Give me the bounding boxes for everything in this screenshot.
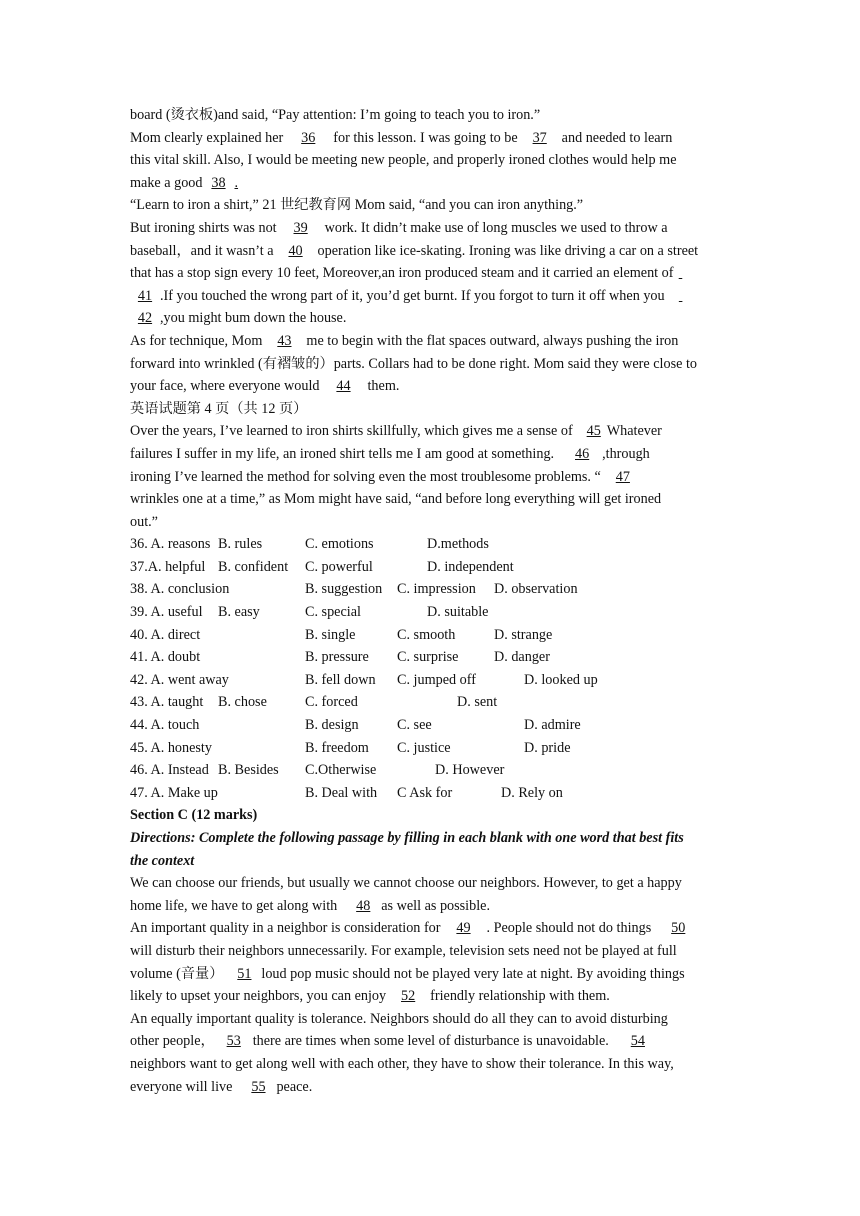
passage-line: forward into wrinkled (有褶皱的）parts. Collars had to be done right. Mom said they were close to	[130, 355, 697, 372]
blank-40: 40	[288, 242, 303, 259]
option-row-39	[130, 601, 740, 624]
option-row-42	[130, 669, 740, 692]
blank-49: 49	[456, 920, 471, 937]
passage-line: your face, where everyone would 44 them.	[130, 375, 740, 398]
option-d: D.methods	[427, 536, 489, 553]
option-d: D. sent	[457, 694, 498, 711]
blank-42: 42	[137, 310, 153, 327]
option-c: C. jumped off	[397, 671, 476, 688]
option-row-46	[130, 759, 740, 782]
option-b: B. easy	[218, 604, 260, 621]
option-c: C. emotions	[305, 536, 374, 553]
directions-text: the context	[130, 852, 195, 869]
passage-line: 42 ,you might bum down the house.	[130, 307, 740, 330]
blank-45: 45	[586, 423, 601, 440]
option-a: 45. A. honesty	[130, 739, 212, 756]
blank-55: 55	[251, 1078, 266, 1095]
passage-line: baseball，and it wasn’t a 40 operation like ice-skating. Ironing was like driving a car on a street	[130, 240, 740, 263]
option-b: B. pressure	[305, 649, 369, 666]
passage-line: that has a stop sign every 10 feet, Moreover,an iron produced steam and it carried an element of	[130, 262, 740, 285]
passage-line: “Learn to iron a shirt,” 21 世纪教育网 Mom said, “and you can iron anything.”	[130, 197, 584, 214]
option-b: B. rules	[218, 536, 263, 553]
option-a: 41. A. doubt	[130, 649, 201, 666]
blank-39: 39	[293, 219, 308, 236]
option-a: 44. A. touch	[130, 717, 200, 734]
option-c: C. smooth	[397, 626, 456, 643]
option-c: C. surprise	[397, 649, 459, 666]
option-d: D. observation	[494, 581, 578, 598]
passage-line: An important quality in a neighbor is consideration for 49 . People should not do things 50	[130, 917, 740, 940]
passage-line: will disturb their neighbors unnecessarily. For example, television sets need not be played at full	[130, 942, 677, 959]
passage-line: Mom clearly explained her 36 for this lesson. I was going to be 37 and needed to learn	[130, 127, 740, 150]
option-d: D. suitable	[427, 604, 489, 621]
blank-47: 47	[615, 468, 630, 485]
blank-50: 50	[671, 920, 686, 937]
passage-line: ironing I’ve learned the method for solving even the most troublesome problems. “ 47	[130, 466, 740, 489]
option-b: B. confident	[218, 558, 289, 575]
passage-line: make a good 38 .	[130, 172, 740, 195]
option-c: C. powerful	[305, 558, 373, 575]
option-b: B. fell down	[305, 671, 376, 688]
option-a: 43. A. taught	[130, 694, 204, 711]
blank-43: 43	[277, 332, 292, 349]
option-a: 36. A. reasons	[130, 536, 211, 553]
passage-line: neighbors want to get along well with each other, they have to show their tolerance. In this way,	[130, 1055, 674, 1072]
option-b: B. Besides	[218, 762, 279, 779]
option-b: B. freedom	[305, 739, 369, 756]
passage-line: everyone will live 55 peace.	[130, 1076, 740, 1099]
option-b: B. single	[305, 626, 356, 643]
passage-line: As for technique, Mom 43 me to begin with the flat spaces outward, always pushing the iron	[130, 330, 740, 353]
option-d: D. looked up	[524, 671, 598, 688]
blank-48: 48	[356, 897, 371, 914]
blank-52: 52	[401, 988, 416, 1005]
option-d: D. Rely on	[501, 784, 563, 801]
passage-line: failures I suffer in my life, an ironed shirt tells me I am good at something. 46 ,through	[130, 443, 740, 466]
passage-line: board (烫衣板)and said, “Pay attention: I’m going to teach you to iron.”	[130, 107, 541, 123]
blank-37: 37	[532, 129, 547, 146]
option-a: 37.A. helpful	[130, 558, 206, 575]
passage-line: Over the years, I’ve learned to iron shirts skillfully, which gives me a sense of 45 Whatever	[130, 420, 740, 443]
option-b: B. chose	[218, 694, 267, 711]
option-a: 40. A. direct	[130, 626, 201, 643]
option-row-36	[130, 533, 740, 556]
option-d: D. However	[435, 762, 505, 779]
blank-46: 46	[575, 445, 590, 462]
option-c: C.Otherwise	[305, 762, 377, 779]
passage-line: out.”	[130, 513, 158, 530]
blank-38: 38	[211, 174, 226, 191]
blank-54: 54	[630, 1033, 645, 1050]
options-list	[130, 533, 740, 804]
option-a: 38. A. conclusion	[130, 581, 230, 598]
option-row-47	[130, 782, 740, 805]
option-a: 47. A. Make up	[130, 784, 218, 801]
blank-41: 41	[137, 287, 153, 304]
passage-line: other people， 53 there are times when some level of disturbance is unavoidable. 54	[130, 1030, 740, 1053]
passage-line: this vital skill. Also, I would be meeting new people, and properly ironed clothes would help me	[130, 152, 677, 169]
option-a: 46. A. Instead	[130, 762, 209, 779]
page-marker: 英语试题第 4 页（共 12 页）	[130, 400, 308, 417]
blank-42-start	[677, 285, 685, 308]
option-a: 39. A. useful	[130, 604, 203, 621]
option-c: C. see	[397, 717, 432, 734]
option-row-43	[130, 691, 740, 714]
exam-page	[130, 104, 740, 1098]
passage-line: likely to upset your neighbors, you can enjoy 52 friendly relationship with them.	[130, 985, 740, 1008]
option-d: D. danger	[494, 649, 550, 666]
option-b: B. Deal with	[305, 784, 378, 801]
option-row-45	[130, 737, 740, 760]
option-d: D. admire	[524, 717, 581, 734]
section-heading: Section C (12 marks)	[130, 807, 258, 824]
passage-line: But ironing shirts was not 39 work. It didn’t make use of long muscles we used to throw a	[130, 217, 740, 240]
passage-line: An equally important quality is tolerance. Neighbors should do all they can to avoid disturbing	[130, 1010, 668, 1027]
option-b: B. suggestion	[305, 581, 383, 598]
option-row-41	[130, 646, 740, 669]
passage-line: home life, we have to get along with 48 as well as possible.	[130, 895, 740, 918]
directions-text: Directions: Complete the following passage by filling in each blank with one word that best fits	[130, 830, 684, 846]
blank-36: 36	[301, 129, 316, 146]
option-c: C. special	[305, 604, 361, 621]
passage-line: wrinkles one at a time,” as Mom might have said, “and before long everything will get ironed	[130, 491, 662, 508]
passage-line: volume (音量） 51 loud pop music should not be played very late at night. By avoiding things	[130, 963, 740, 986]
passage-line: We can choose our friends, but usually we cannot choose our neighbors. However, to get a happy	[130, 875, 682, 892]
option-c: C. forced	[305, 694, 358, 711]
option-row-38	[130, 578, 740, 601]
option-c: C. justice	[397, 739, 451, 756]
option-row-44	[130, 714, 740, 737]
option-d: D. independent	[427, 558, 514, 575]
option-d: D. strange	[494, 626, 553, 643]
blank-53: 53	[226, 1033, 241, 1050]
blank-41-start	[673, 262, 687, 285]
blank-51: 51	[237, 965, 252, 982]
option-d: D. pride	[524, 739, 571, 756]
option-row-37	[130, 556, 740, 579]
option-c: C. impression	[397, 581, 476, 598]
option-row-40	[130, 624, 740, 647]
option-b: B. design	[305, 717, 359, 734]
option-a: 42. A. went away	[130, 671, 229, 688]
passage-line: 41 .If you touched the wrong part of it, you’d get burnt. If you forgot to turn it off when you	[130, 285, 740, 308]
blank-44: 44	[336, 378, 351, 395]
option-c: C Ask for	[397, 784, 453, 801]
